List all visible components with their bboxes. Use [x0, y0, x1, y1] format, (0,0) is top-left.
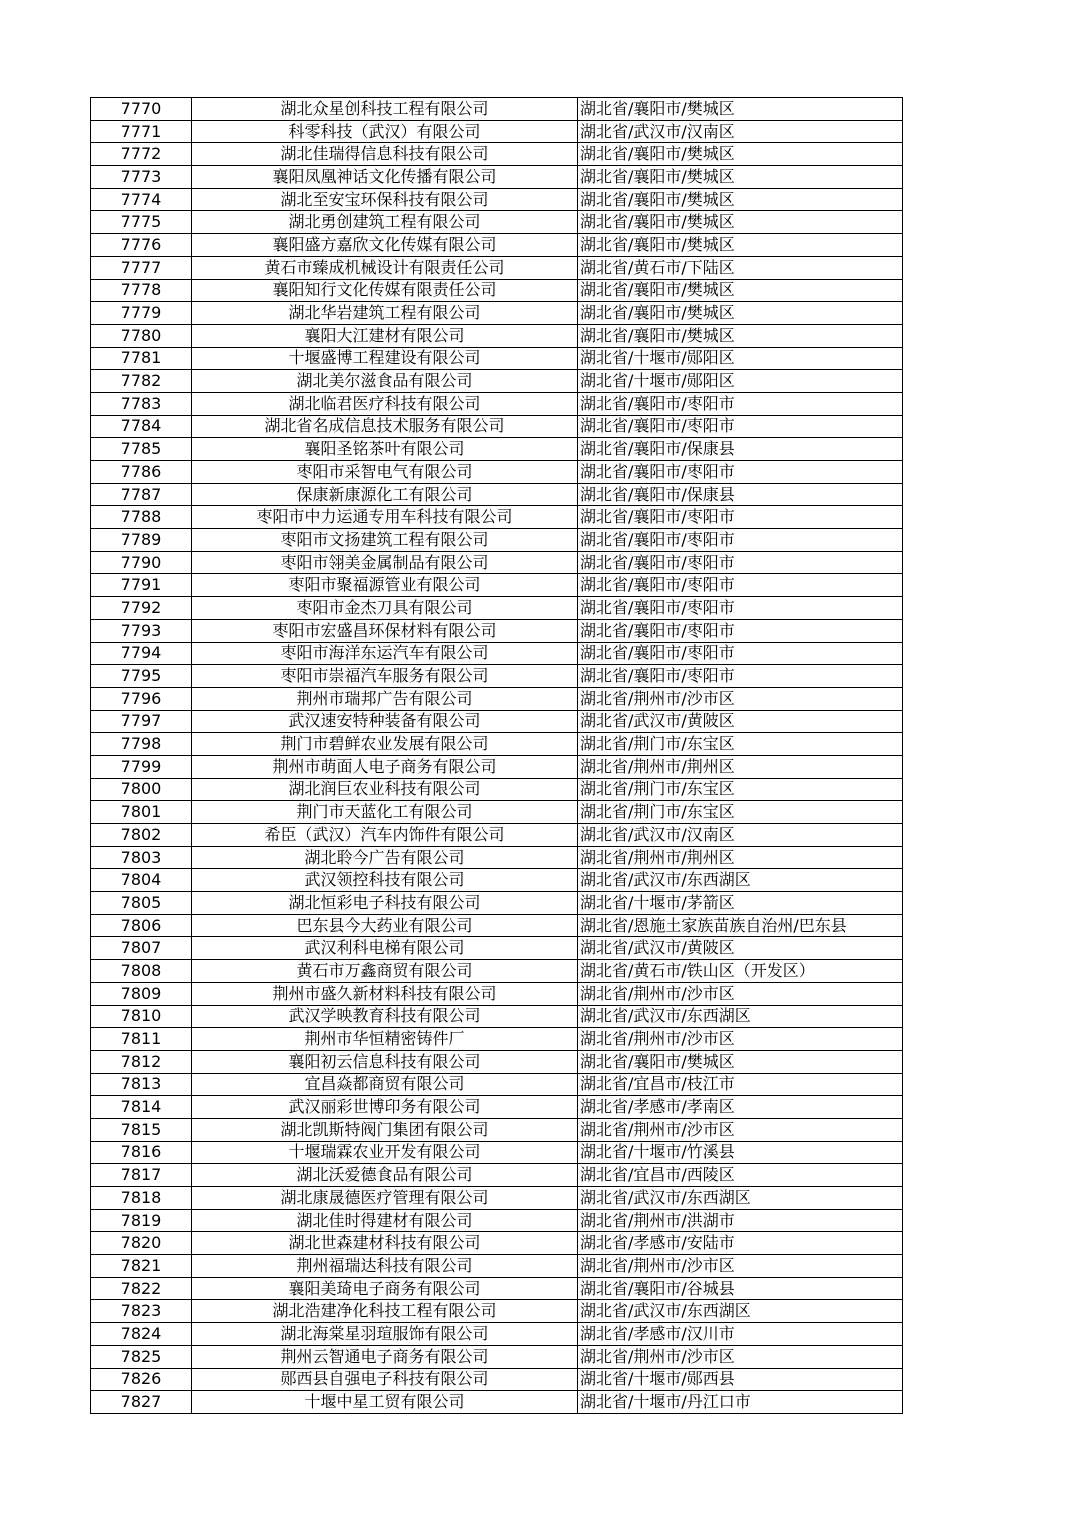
row-number: 7773 [91, 166, 192, 189]
row-number: 7816 [91, 1141, 192, 1164]
company-table-body [91, 98, 903, 1414]
table-row [91, 256, 903, 279]
region-path: 湖北省/荆门市/东宝区 [578, 801, 903, 824]
company-name: 黄石市万鑫商贸有限公司 [192, 960, 578, 983]
table-row [91, 1368, 903, 1391]
company-name: 湖北恒彩电子科技有限公司 [192, 892, 578, 915]
row-number: 7798 [91, 733, 192, 756]
table-row [91, 1050, 903, 1073]
table-row [91, 960, 903, 983]
table-row [91, 1118, 903, 1141]
region-path: 湖北省/襄阳市/樊城区 [578, 234, 903, 257]
region-path: 湖北省/襄阳市/枣阳市 [578, 551, 903, 574]
company-name: 荆门市碧鲜农业发展有限公司 [192, 733, 578, 756]
company-name: 湖北聆今广告有限公司 [192, 846, 578, 869]
row-number: 7823 [91, 1300, 192, 1323]
table-row [91, 778, 903, 801]
table-row [91, 370, 903, 393]
company-name: 希臣（武汉）汽车内饰件有限公司 [192, 824, 578, 847]
company-name: 湖北华岩建筑工程有限公司 [192, 302, 578, 325]
region-path: 湖北省/襄阳市/枣阳市 [578, 392, 903, 415]
region-path: 湖北省/荆州市/沙市区 [578, 1028, 903, 1051]
table-row [91, 597, 903, 620]
table-row [91, 733, 903, 756]
row-number: 7787 [91, 483, 192, 506]
company-name: 巴东县今大药业有限公司 [192, 914, 578, 937]
row-number: 7782 [91, 370, 192, 393]
table-row [91, 98, 903, 121]
region-path: 湖北省/荆州市/沙市区 [578, 1255, 903, 1278]
region-path: 湖北省/十堰市/茅箭区 [578, 892, 903, 915]
region-path: 湖北省/黄石市/铁山区（开发区） [578, 960, 903, 983]
company-name: 荆州福瑞达科技有限公司 [192, 1255, 578, 1278]
table-row [91, 1300, 903, 1323]
region-path: 湖北省/恩施土家族苗族自治州/巴东县 [578, 914, 903, 937]
row-number: 7788 [91, 506, 192, 529]
row-number: 7789 [91, 529, 192, 552]
region-path: 湖北省/武汉市/东西湖区 [578, 1005, 903, 1028]
row-number: 7804 [91, 869, 192, 892]
table-row [91, 143, 903, 166]
row-number: 7803 [91, 846, 192, 869]
row-number: 7785 [91, 438, 192, 461]
region-path: 湖北省/襄阳市/枣阳市 [578, 642, 903, 665]
region-path: 湖北省/襄阳市/枣阳市 [578, 597, 903, 620]
company-name: 保康新康源化工有限公司 [192, 483, 578, 506]
company-name: 湖北临君医疗科技有限公司 [192, 392, 578, 415]
company-name: 湖北海棠星羽瑄服饰有限公司 [192, 1323, 578, 1346]
company-name: 湖北佳时得建材有限公司 [192, 1209, 578, 1232]
company-name: 湖北沃爱德食品有限公司 [192, 1164, 578, 1187]
company-name: 武汉领控科技有限公司 [192, 869, 578, 892]
company-name: 武汉利科电梯有限公司 [192, 937, 578, 960]
region-path: 湖北省/荆州市/荆州区 [578, 846, 903, 869]
region-path: 湖北省/宜昌市/西陵区 [578, 1164, 903, 1187]
region-path: 湖北省/襄阳市/樊城区 [578, 188, 903, 211]
region-path: 湖北省/襄阳市/保康县 [578, 483, 903, 506]
row-number: 7791 [91, 574, 192, 597]
row-number: 7775 [91, 211, 192, 234]
row-number: 7784 [91, 415, 192, 438]
row-number: 7801 [91, 801, 192, 824]
table-row [91, 1141, 903, 1164]
region-path: 湖北省/十堰市/郧阳区 [578, 370, 903, 393]
table-row [91, 937, 903, 960]
table-row [91, 665, 903, 688]
region-path: 湖北省/襄阳市/樊城区 [578, 98, 903, 121]
table-row [91, 188, 903, 211]
company-name: 荆州云智通电子商务有限公司 [192, 1345, 578, 1368]
table-row [91, 120, 903, 143]
company-name: 荆州市华恒精密铸件厂 [192, 1028, 578, 1051]
company-name: 荆州市瑞邦广告有限公司 [192, 687, 578, 710]
region-path: 湖北省/黄石市/下陆区 [578, 256, 903, 279]
table-row [91, 1028, 903, 1051]
row-number: 7799 [91, 755, 192, 778]
company-name: 湖北省名成信息技术服务有限公司 [192, 415, 578, 438]
table-row [91, 1187, 903, 1210]
row-number: 7824 [91, 1323, 192, 1346]
company-name: 湖北勇创建筑工程有限公司 [192, 211, 578, 234]
table-row [91, 1255, 903, 1278]
region-path: 湖北省/十堰市/竹溪县 [578, 1141, 903, 1164]
table-row [91, 846, 903, 869]
company-name: 襄阳初云信息科技有限公司 [192, 1050, 578, 1073]
region-path: 湖北省/襄阳市/枣阳市 [578, 529, 903, 552]
region-path: 湖北省/襄阳市/枣阳市 [578, 506, 903, 529]
row-number: 7818 [91, 1187, 192, 1210]
company-name: 十堰中星工贸有限公司 [192, 1391, 578, 1414]
region-path: 湖北省/武汉市/东西湖区 [578, 1300, 903, 1323]
table-row [91, 1277, 903, 1300]
row-number: 7812 [91, 1050, 192, 1073]
region-path: 湖北省/襄阳市/樊城区 [578, 166, 903, 189]
region-path: 湖北省/十堰市/郧西县 [578, 1368, 903, 1391]
table-row [91, 801, 903, 824]
company-name: 枣阳市中力运通专用车科技有限公司 [192, 506, 578, 529]
row-number: 7776 [91, 234, 192, 257]
row-number: 7771 [91, 120, 192, 143]
region-path: 湖北省/荆州市/洪湖市 [578, 1209, 903, 1232]
row-number: 7825 [91, 1345, 192, 1368]
region-path: 湖北省/孝感市/孝南区 [578, 1096, 903, 1119]
company-name: 襄阳凤凰神话文化传播有限公司 [192, 166, 578, 189]
table-row [91, 1391, 903, 1414]
region-path: 湖北省/宜昌市/枝江市 [578, 1073, 903, 1096]
row-number: 7817 [91, 1164, 192, 1187]
table-row [91, 392, 903, 415]
region-path: 湖北省/武汉市/东西湖区 [578, 1187, 903, 1210]
row-number: 7805 [91, 892, 192, 915]
region-path: 湖北省/襄阳市/樊城区 [578, 324, 903, 347]
row-number: 7810 [91, 1005, 192, 1028]
company-name: 湖北浩建净化科技工程有限公司 [192, 1300, 578, 1323]
row-number: 7807 [91, 937, 192, 960]
company-name: 湖北世森建材科技有限公司 [192, 1232, 578, 1255]
region-path: 湖北省/武汉市/汉南区 [578, 120, 903, 143]
row-number: 7780 [91, 324, 192, 347]
region-path: 湖北省/襄阳市/樊城区 [578, 143, 903, 166]
table-row [91, 1323, 903, 1346]
table-row [91, 1096, 903, 1119]
row-number: 7814 [91, 1096, 192, 1119]
region-path: 湖北省/武汉市/汉南区 [578, 824, 903, 847]
company-name: 襄阳大江建材有限公司 [192, 324, 578, 347]
table-row [91, 642, 903, 665]
row-number: 7800 [91, 778, 192, 801]
row-number: 7809 [91, 982, 192, 1005]
table-row [91, 324, 903, 347]
table-row [91, 211, 903, 234]
table-row [91, 574, 903, 597]
region-path: 湖北省/襄阳市/枣阳市 [578, 619, 903, 642]
company-name: 科零科技（武汉）有限公司 [192, 120, 578, 143]
row-number: 7797 [91, 710, 192, 733]
company-name: 枣阳市海洋东运汽车有限公司 [192, 642, 578, 665]
region-path: 湖北省/荆门市/东宝区 [578, 778, 903, 801]
company-name: 荆州市盛久新材料科技有限公司 [192, 982, 578, 1005]
region-path: 湖北省/武汉市/东西湖区 [578, 869, 903, 892]
company-name: 十堰盛博工程建设有限公司 [192, 347, 578, 370]
row-number: 7777 [91, 256, 192, 279]
row-number: 7796 [91, 687, 192, 710]
company-name: 武汉丽彩世博印务有限公司 [192, 1096, 578, 1119]
table-row [91, 687, 903, 710]
row-number: 7774 [91, 188, 192, 211]
table-row [91, 302, 903, 325]
region-path: 湖北省/襄阳市/樊城区 [578, 302, 903, 325]
region-path: 湖北省/襄阳市/樊城区 [578, 211, 903, 234]
region-path: 湖北省/襄阳市/樊城区 [578, 279, 903, 302]
row-number: 7815 [91, 1118, 192, 1141]
row-number: 7826 [91, 1368, 192, 1391]
table-row [91, 483, 903, 506]
row-number: 7781 [91, 347, 192, 370]
row-number: 7790 [91, 551, 192, 574]
company-name: 枣阳市金杰刀具有限公司 [192, 597, 578, 620]
row-number: 7779 [91, 302, 192, 325]
company-name: 湖北众星创科技工程有限公司 [192, 98, 578, 121]
row-number: 7802 [91, 824, 192, 847]
region-path: 湖北省/襄阳市/枣阳市 [578, 665, 903, 688]
row-number: 7827 [91, 1391, 192, 1414]
row-number: 7793 [91, 619, 192, 642]
table-row [91, 166, 903, 189]
table-row [91, 892, 903, 915]
table-row [91, 461, 903, 484]
table-row [91, 619, 903, 642]
row-number: 7778 [91, 279, 192, 302]
company-name: 襄阳盛方嘉欣文化传媒有限公司 [192, 234, 578, 257]
region-path: 湖北省/孝感市/汉川市 [578, 1323, 903, 1346]
table-row [91, 1073, 903, 1096]
company-name: 湖北凯斯特阀门集团有限公司 [192, 1118, 578, 1141]
company-name: 湖北美尔滋食品有限公司 [192, 370, 578, 393]
table-row [91, 506, 903, 529]
company-name: 湖北康晟德医疗管理有限公司 [192, 1187, 578, 1210]
company-name: 武汉学映教育科技有限公司 [192, 1005, 578, 1028]
company-name: 郧西县自强电子科技有限公司 [192, 1368, 578, 1391]
row-number: 7808 [91, 960, 192, 983]
region-path: 湖北省/荆州市/沙市区 [578, 1345, 903, 1368]
row-number: 7794 [91, 642, 192, 665]
region-path: 湖北省/襄阳市/枣阳市 [578, 415, 903, 438]
table-row [91, 438, 903, 461]
company-name: 襄阳知行文化传媒有限责任公司 [192, 279, 578, 302]
row-number: 7806 [91, 914, 192, 937]
company-table [90, 97, 903, 1414]
table-row [91, 1209, 903, 1232]
row-number: 7821 [91, 1255, 192, 1278]
company-name: 荆门市天蓝化工有限公司 [192, 801, 578, 824]
table-row [91, 279, 903, 302]
table-row [91, 1232, 903, 1255]
company-name: 湖北佳瑞得信息科技有限公司 [192, 143, 578, 166]
region-path: 湖北省/襄阳市/保康县 [578, 438, 903, 461]
region-path: 湖北省/襄阳市/枣阳市 [578, 461, 903, 484]
region-path: 湖北省/荆州市/沙市区 [578, 687, 903, 710]
company-name: 襄阳圣铭茶叶有限公司 [192, 438, 578, 461]
company-name: 十堰瑞霖农业开发有限公司 [192, 1141, 578, 1164]
row-number: 7795 [91, 665, 192, 688]
region-path: 湖北省/武汉市/黄陂区 [578, 710, 903, 733]
company-name: 黄石市臻成机械设计有限责任公司 [192, 256, 578, 279]
company-name: 武汉速安特种装备有限公司 [192, 710, 578, 733]
region-path: 湖北省/荆州市/沙市区 [578, 982, 903, 1005]
table-row [91, 914, 903, 937]
table-row [91, 710, 903, 733]
region-path: 湖北省/武汉市/黄陂区 [578, 937, 903, 960]
region-path: 湖北省/孝感市/安陆市 [578, 1232, 903, 1255]
row-number: 7792 [91, 597, 192, 620]
region-path: 湖北省/襄阳市/枣阳市 [578, 574, 903, 597]
table-row [91, 1164, 903, 1187]
row-number: 7819 [91, 1209, 192, 1232]
region-path: 湖北省/十堰市/郧阳区 [578, 347, 903, 370]
table-row [91, 234, 903, 257]
company-name: 枣阳市文扬建筑工程有限公司 [192, 529, 578, 552]
company-name: 宜昌焱都商贸有限公司 [192, 1073, 578, 1096]
company-name: 枣阳市翎美金属制品有限公司 [192, 551, 578, 574]
company-name: 枣阳市宏盛昌环保材料有限公司 [192, 619, 578, 642]
region-path: 湖北省/襄阳市/樊城区 [578, 1050, 903, 1073]
row-number: 7822 [91, 1277, 192, 1300]
region-path: 湖北省/荆州市/荆州区 [578, 755, 903, 778]
company-name: 襄阳美琦电子商务有限公司 [192, 1277, 578, 1300]
company-name: 湖北润巨农业科技有限公司 [192, 778, 578, 801]
region-path: 湖北省/十堰市/丹江口市 [578, 1391, 903, 1414]
region-path: 湖北省/荆州市/沙市区 [578, 1118, 903, 1141]
company-name: 荆州市萌面人电子商务有限公司 [192, 755, 578, 778]
company-name: 湖北至安宝环保科技有限公司 [192, 188, 578, 211]
table-row [91, 1345, 903, 1368]
row-number: 7770 [91, 98, 192, 121]
region-path: 湖北省/襄阳市/谷城县 [578, 1277, 903, 1300]
row-number: 7783 [91, 392, 192, 415]
row-number: 7786 [91, 461, 192, 484]
table-row [91, 529, 903, 552]
table-row [91, 824, 903, 847]
company-name: 枣阳市聚福源管业有限公司 [192, 574, 578, 597]
row-number: 7820 [91, 1232, 192, 1255]
table-row [91, 551, 903, 574]
table-row [91, 347, 903, 370]
company-name: 枣阳市采智电气有限公司 [192, 461, 578, 484]
row-number: 7772 [91, 143, 192, 166]
table-row [91, 1005, 903, 1028]
company-name: 枣阳市崇福汽车服务有限公司 [192, 665, 578, 688]
table-row [91, 415, 903, 438]
row-number: 7813 [91, 1073, 192, 1096]
region-path: 湖北省/荆门市/东宝区 [578, 733, 903, 756]
table-row [91, 982, 903, 1005]
table-row [91, 755, 903, 778]
table-row [91, 869, 903, 892]
row-number: 7811 [91, 1028, 192, 1051]
